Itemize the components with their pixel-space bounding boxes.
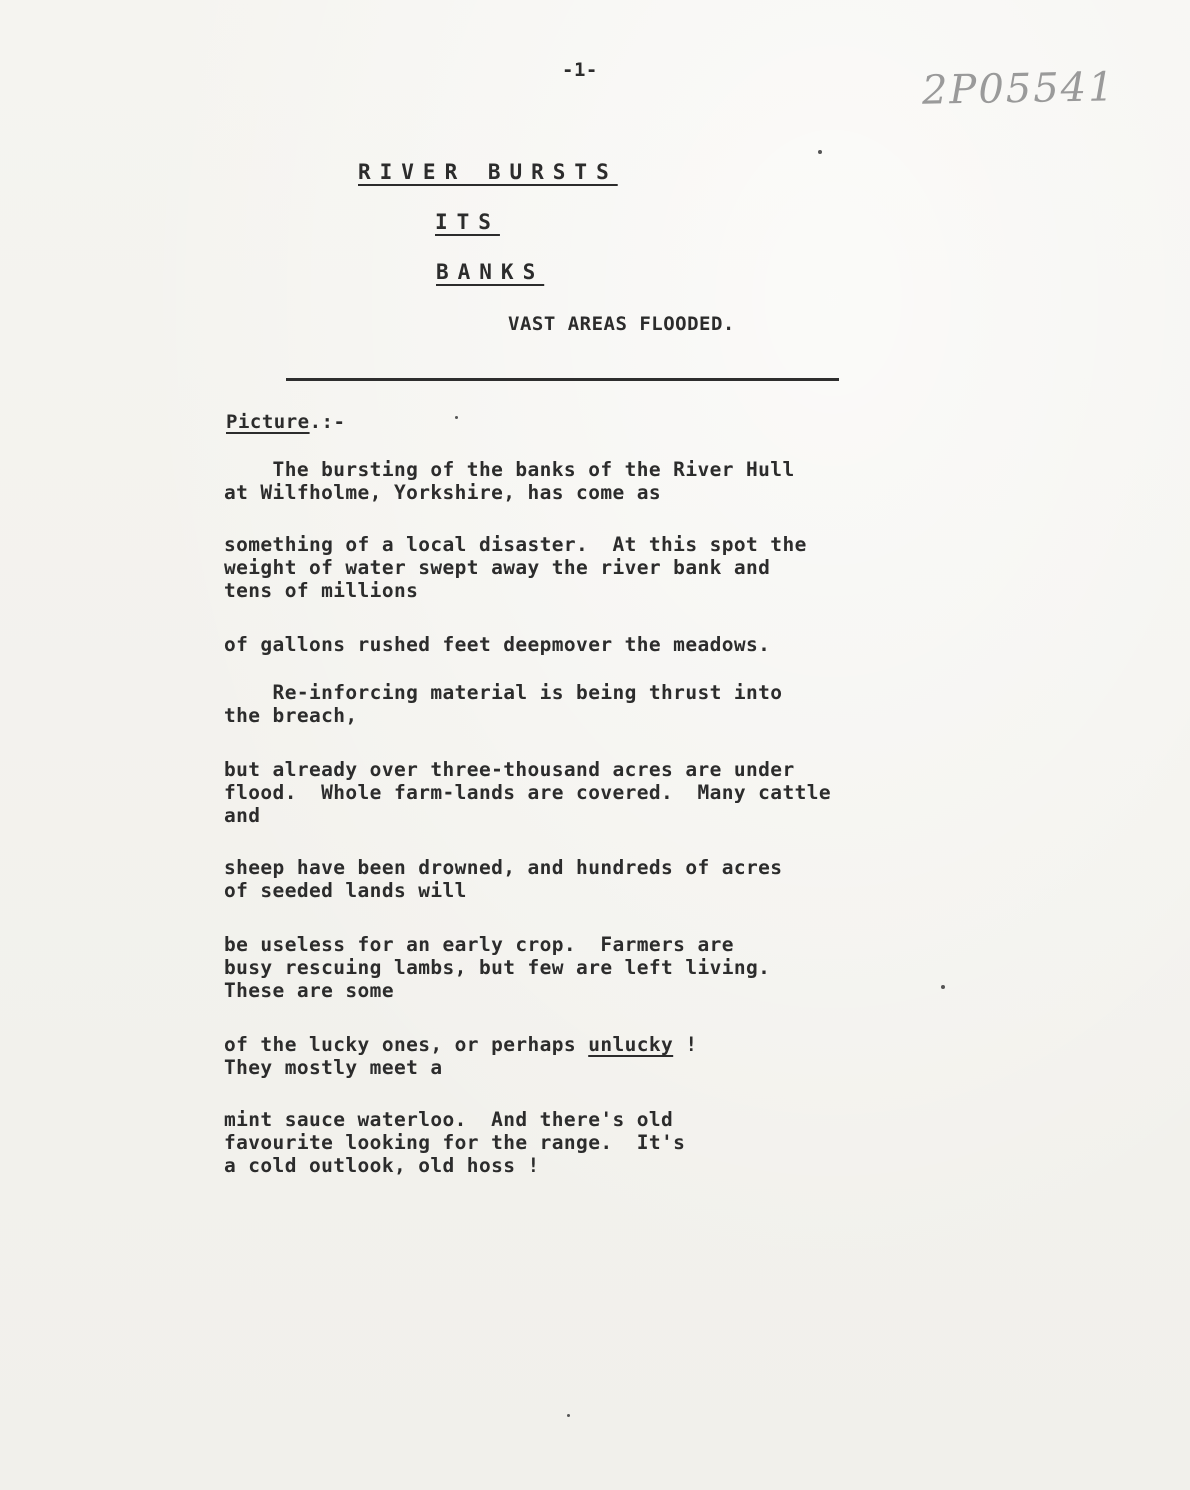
paper-speck — [567, 1414, 570, 1417]
paragraph-line: the breach, — [224, 704, 358, 727]
paragraph-line: sheep have been drowned, and hundreds of acres — [224, 856, 783, 879]
paragraph-line: but already over three-thousand acres are under — [224, 758, 795, 781]
paragraph-line: The bursting of the banks of the River Hull — [224, 458, 795, 481]
section-label — [226, 412, 345, 432]
paper-speck — [818, 150, 822, 154]
paper-speck — [941, 985, 945, 989]
paragraph-2 — [224, 533, 807, 602]
paper-speck — [455, 416, 458, 419]
paragraph-line: tens of millions — [224, 579, 419, 602]
archive-reference-handwritten: 2P05541 — [921, 64, 1116, 114]
paragraph-line: Re-inforcing material is being thrust into — [224, 681, 783, 704]
paragraph-4 — [224, 681, 782, 727]
paragraph-line: be useless for an early crop. Farmers are — [224, 933, 734, 956]
paragraph-line: favourite looking for the range. It's — [224, 1131, 686, 1154]
paragraph-3 — [224, 633, 770, 656]
paragraph-line: and — [224, 804, 261, 827]
paragraph-line: These are some — [224, 979, 394, 1002]
title-line-2: ITS — [435, 210, 500, 234]
paragraph-line: flood. Whole farm-lands are covered. Many cattle — [224, 781, 831, 804]
emphasis-suffix: ! — [673, 1033, 698, 1056]
page-number: -1- — [562, 59, 598, 81]
paragraph-5 — [224, 758, 831, 827]
paragraph-line: weight of water swept away the river bank and — [224, 556, 771, 579]
paragraph-line — [224, 1033, 697, 1056]
paragraph-line-text: of the lucky ones, or perhaps — [224, 1033, 589, 1056]
paragraph-line: of seeded lands will — [224, 879, 467, 902]
paragraph-line: at Wilfholme, Yorkshire, has come as — [224, 481, 662, 504]
subtitle: VAST AREAS FLOODED. — [508, 313, 735, 335]
divider-rule — [286, 378, 839, 381]
paragraph-line: something of a local disaster. At this spot the — [224, 533, 807, 556]
paragraph-7 — [224, 933, 770, 1002]
title-line-1: RIVER BURSTS — [358, 160, 618, 184]
title-line-3: BANKS — [436, 260, 545, 284]
paragraph-6 — [224, 856, 782, 902]
paragraph-line: They mostly meet a — [224, 1056, 443, 1079]
paragraph-line: busy rescuing lambs, but few are left living. — [224, 956, 771, 979]
section-label-text: Picture — [226, 411, 310, 433]
paragraph-9 — [224, 1108, 685, 1177]
paragraph-line: a cold outlook, old hoss ! — [224, 1154, 540, 1177]
paragraph-1 — [224, 458, 795, 504]
paragraph-line: mint sauce waterloo. And there's old — [224, 1108, 674, 1131]
section-label-suffix: .:- — [309, 411, 346, 433]
emphasis-unlucky: unlucky — [588, 1033, 674, 1056]
paragraph-8 — [224, 1033, 697, 1079]
paragraph-line: of gallons rushed feet deepmover the meadows. — [224, 633, 771, 656]
